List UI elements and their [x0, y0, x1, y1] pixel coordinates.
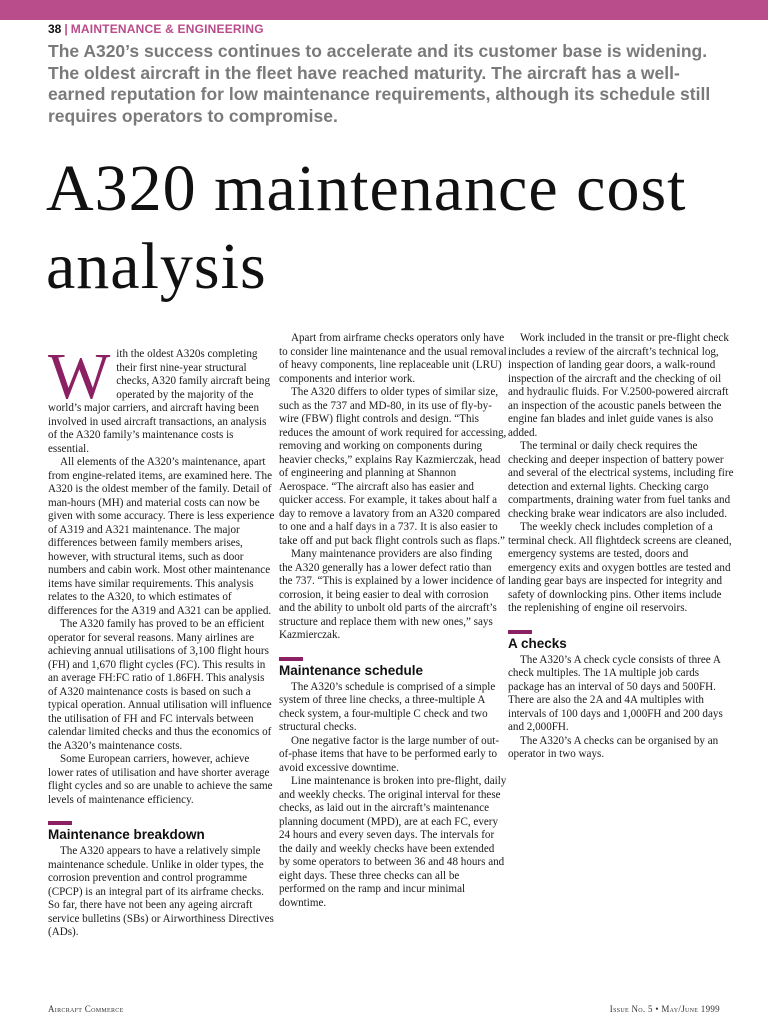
paragraph: Many maintenance providers are also finding the A320 generally has a lower defect ratio than the 737. “This is explained by a lower incidence of corrosion, it being easier to deal with corrosion and the ability to unbolt old parts of the aircraft’s structure and replace them with new ones,” says Kazmierczak.	[279, 548, 506, 641]
section-name: MAINTENANCE & ENGINEERING	[70, 22, 264, 36]
paragraph-text: ith the oldest A320s completing their first nine-year structural checks, A320 family aircraft being operated by the majority of the world’s major carriers, and aircraft having been involved in used aircraft transactions, an analysis of the A320 family’s maintenance costs is essential.	[48, 348, 271, 455]
column-3	[508, 332, 736, 762]
paragraph: The A320 appears to have a relatively simple maintenance schedule. Unlike in older types, the corrosion prevention and control programme (CPCP) is an integral part of its airframe checks. So far, there have not been any ageing aircraft service bulletins (SBs) or Airworthiness Directives (ADs).	[48, 845, 274, 938]
footer-issue: Issue No. 5 • May/June 1999	[609, 1004, 720, 1014]
paragraph: The A320 family has proved to be an efficient operator for several reasons. Many airlines are achieving annual utilisations of 3,100 flight hours (FH) and 1,670 flight cycles (FC). This results in an average FH:FC ratio of 1.86FH. This analysis of A320 maintenance costs is based on such a typical operation. Annual utilisation will influence the utilisation of FH and FC intervals between calendar limited checks and thus the economics of the A320’s maintenance costs.	[48, 618, 272, 752]
paragraph	[48, 340, 276, 456]
subhead-maintenance-schedule: Maintenance schedule	[279, 662, 424, 678]
subhead-block	[48, 821, 276, 843]
subhead-block	[279, 657, 507, 679]
column-1	[48, 340, 276, 940]
running-header	[48, 22, 264, 36]
paragraph: Some European carriers, however, achieve lower rates of utilisation and have shorter average flight cycles and so are unable to achieve the same levels of maintenance efficiency.	[48, 753, 273, 806]
subhead-marker	[508, 630, 532, 634]
top-color-bar	[0, 0, 768, 20]
subhead-marker	[279, 657, 303, 661]
subhead-a-checks: A checks	[508, 635, 567, 651]
paragraph: Apart from airframe checks operators only have to consider line maintenance and the usual removal of heavy components, line replaceable unit (LRU) components and interior work.	[279, 332, 507, 385]
paragraph: All elements of the A320’s maintenance, apart from engine-related items, are examined here. The A320 is the oldest member of the family. Detail of man-hours (MH) and material costs can now be given with some accuracy. There is less experience of A319 and A321 maintenance. The major differences between family members arises, however, with structural items, such as door numbers and cabin work. Most other maintenance items have similar requirements. This analysis relates to the A320, to which estimates of differences for the A319 and A321 can be applied.	[48, 456, 275, 617]
paragraph: Work included in the transit or pre-flight check includes a review of the aircraft’s technical log, inspection of landing gear doors, a walk-round inspection of the aircraft and the checking of oil and hydraulic fluids. For V.2500-powered aircraft an inspection of the acoustic panels between the engine fan blades and inlet guide vanes is also added.	[508, 332, 729, 439]
subhead-maintenance-breakdown: Maintenance breakdown	[48, 827, 205, 842]
paragraph: Line maintenance is broken into pre-flight, daily and weekly checks. The original interval for these checks, as laid out in the aircraft’s maintenance planning document (MPD), are at each FC, every 24 hours and every seven days. The intervals for the daily and weekly checks have been extended by some operators to between 36 and 48 hours and eight days. These three checks can all be performed on the ramp and incur minimal downtime.	[279, 775, 507, 909]
column-2	[279, 332, 507, 910]
paragraph: One negative factor is the large number of out-of-phase items that have to be performed early to avoid excessive downtime.	[279, 734, 500, 774]
footer-publication: Aircraft Commerce	[48, 1004, 124, 1014]
paragraph: The weekly check includes completion of a terminal check. All flightdeck screens are cleaned, emergency systems are tested, doors and emergency exits and oxygen bottles are tested and landing gear bays are inspected for integrity and safety of downlocking pins. Other items include the replenishing of engine oil reservoirs.	[508, 521, 732, 614]
header-separator: |	[64, 22, 68, 36]
subhead-marker	[48, 821, 72, 825]
paragraph: The A320’s A check cycle consists of three A check multiples. The 1A multiple job cards package has an interval of 50 days and 500FH. There are also the 2A and 4A multiples with intervals of 100 days and 1,000FH and 200 days and 2,000FH.	[508, 653, 723, 733]
subhead-block	[508, 630, 736, 652]
paragraph: The A320’s A checks can be organised by an operator in two ways.	[508, 734, 719, 760]
paragraph: The A320’s schedule is comprised of a simple system of three line checks, a three-multiple A check system, a four-multiple C check and two structural checks.	[279, 680, 496, 733]
paragraph: The terminal or daily check requires the checking and deeper inspection of battery power and several of the electrical systems, including fire detection and external lights. Checking cargo compartments, draining water from fuel tanks and checking brake wear indicators are also included.	[508, 440, 734, 520]
drop-cap: W	[48, 340, 111, 413]
page-number: 38	[48, 22, 62, 36]
article-headline: A320 maintenance cost analysis	[46, 152, 687, 303]
paragraph: The A320 differs to older types of similar size, such as the 737 and MD-80, in its use of fly-by-wire (FBW) flight controls and design. “This reduces the amount of work required for accessing, removing and working on components during heavier checks,” explains Ray Kazmierczak, head of engineering and planning at Shannon Aerospace. “The aircraft also has easier and quicker access. For example, it takes about half a day to remove a lavatory from an A320 compared to one and a half days in a 737. It is also easier to take off and put back flight controls such as flaps.”	[279, 386, 507, 547]
intro-standfirst: The A320’s success continues to accelerate and its customer base is widening. The oldest aircraft in the fleet have reached maturity. The aircraft has a well-earned reputation for low maintenance requirements, although its schedule still requires operators to compromise.	[48, 41, 711, 126]
